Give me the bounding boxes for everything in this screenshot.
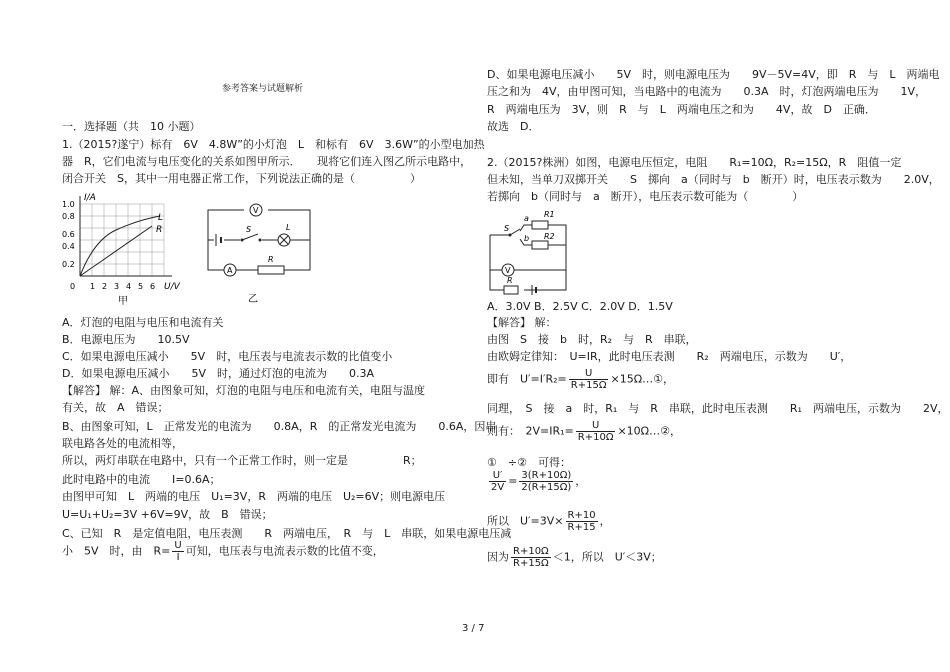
q2-solution-head: 【解答】 解： (487, 316, 557, 329)
eq3-left-fraction (489, 470, 506, 493)
eq5-pre: 因为 (487, 550, 509, 564)
circuit-label-s: S (246, 225, 252, 234)
curve-label-r: R (156, 225, 163, 235)
frac-den: I (176, 552, 180, 563)
q2-solution-2: 由欧姆定律知： U=IR，此时电压表测 R₂ 两端电压，示数为 U′， (487, 350, 852, 363)
doc-title: 参考答案与试题解析 (222, 84, 304, 94)
frac-num: U (576, 420, 616, 432)
frac-den: 2V (491, 482, 505, 493)
q2-label-v: V (505, 266, 511, 275)
q2-label-r1: R1 (544, 210, 555, 219)
q2-label-s: S (504, 224, 510, 233)
circuit-caption: 乙 (248, 294, 258, 305)
q1-stem-1: 1.（2015?遂宁）标有 6V 4.8W”的小灯泡 L 和标有 6V 3.6W”的小型电加热 (62, 138, 485, 151)
graph-x-tick: 5 (138, 282, 144, 291)
eq3-post: ， (575, 474, 587, 488)
q2-step3: ① ÷② 可得： (487, 456, 571, 469)
q1-stem-2: 器 R，它们电流与电压变化的关系如图甲所示． 现将它们连入图乙所示电路中， (62, 155, 472, 168)
eq4-fraction (566, 510, 598, 533)
q1-option-c: C．如果电源电压减小 5V 时，电压表与电流表示数的比值变小 (62, 350, 393, 363)
circuit-label-v: V (253, 206, 259, 215)
frac-den: R+15Ω (570, 380, 607, 391)
page-number: 3 / 7 (462, 623, 485, 634)
right-d-1: D、如果电源电压减小 5V 时，则电源电压为 9V－5V=4V，即 R 与 L 两端电 (487, 68, 940, 81)
q2-circuit (484, 205, 584, 297)
q1-option-b: B．电源电压为 10.5V (62, 333, 190, 346)
q1-solution-2: 有关，故 A 错误； (62, 401, 169, 414)
eq2-fraction (576, 420, 616, 443)
q2-same-line: 同理， S 接 a 时，R₁ 与 R 串联，此时电压表测 R₁ 两端电压，示数为 2V， (487, 402, 949, 415)
q1-option-d: D．如果电源电压减小 5V 时，通过灯泡的电流为 0.3A (62, 367, 375, 380)
frac-den: 2(R+15Ω) (521, 482, 572, 493)
eq5-post: ＜1，所以 U′＜3V； (552, 550, 662, 564)
graph-x-tick: 4 (126, 282, 132, 291)
graph-y-tick: 0.6 (62, 230, 75, 239)
r-fraction (172, 540, 183, 563)
graph-y-tick: 0.8 (62, 212, 75, 221)
section-title: 一．选择题（共 10 小题） (62, 120, 201, 133)
q2-stem-1: 2.（2015?株洲）如图，电源电压恒定，电阻 R₁=10Ω，R₂=15Ω，R 阻值一定 (487, 156, 902, 169)
q1-solution-6: 此时电路中的电流 I=0.6A； (62, 473, 221, 486)
circuit-label-a: A (227, 266, 233, 275)
frac-num: R+10Ω (513, 546, 549, 557)
eq2-post: ×10Ω…②， (617, 424, 681, 438)
eq3-right-fraction (519, 470, 573, 493)
frac-num: U (569, 368, 609, 380)
graph-x-tick: 3 (114, 282, 120, 291)
eq2-pre: 则有： 2V=IR₁= (487, 424, 574, 438)
graph-y-tick: 0.2 (62, 260, 75, 269)
q1-solution-8: U=U₁+U₂=3V +6V=9V，故 B 错误； (62, 508, 273, 521)
right-d-3: R 两端电压为 3V，则 R 与 L 两端电压之和为 4V，故 D 正确． (487, 103, 876, 116)
frac-num: U (174, 540, 182, 551)
q1-circuit (200, 196, 320, 308)
graph-x-tick: 0 (70, 282, 76, 291)
graph-caption: 甲 (118, 296, 128, 307)
q1-option-a: A．灯泡的电阻与电压和电流有关 (62, 316, 224, 329)
eq1-pre: 即有 U′=I′R₂= (487, 372, 567, 386)
circuit-label-r: R (268, 255, 274, 264)
q1-graph (60, 190, 185, 308)
q2-options: A．3.0V B．2.5V C．2.0V D．1.5V (487, 300, 673, 313)
eq1-fraction (569, 368, 609, 391)
q1-solution-4: 联电路各处的电流相等， (62, 437, 183, 450)
graph-y-unit: I/A (84, 193, 96, 203)
graph-x-tick: 6 (150, 282, 156, 291)
q2-eq5 (487, 546, 662, 569)
q2-label-b: b (524, 234, 530, 243)
q1-stem-3: 闭合开关 S，其中一用电器正常工作，下列说法正确的是（ ） (62, 172, 421, 185)
q1-solution-7: 由图甲可知 L 两端的电压 U₁=3V，R 两端的电压 U₂=6V；则电源电压 (62, 490, 446, 503)
q2-label-r: R (507, 276, 513, 285)
graph-x-tick: 1 (90, 282, 96, 291)
eq1-post: ×15Ω…①， (610, 372, 674, 386)
right-d-4: 故选 D． (487, 120, 540, 133)
q1-solution-c-last (62, 540, 384, 563)
q1-solution-1: 【解答】 解：A、由图象可知，灯泡的电阻与电压和电流有关，电阻与温度 (62, 384, 426, 397)
c-last-post: 可知，电压表与电流表示数的比值不变， (185, 544, 384, 558)
graph-x-tick: 2 (102, 282, 108, 291)
q1-solution-5: 所以，两灯串联在电路中，只有一个正常工作时，则一定是 R； (62, 454, 422, 467)
frac-num: R+10 (567, 510, 596, 521)
eq3-equals: = (508, 474, 518, 488)
graph-y-tick: 1.0 (62, 200, 75, 209)
c-last-pre: 小 5V 时，由 R= (62, 544, 171, 558)
q2-eq3 (487, 470, 586, 493)
q2-eq1 (487, 368, 674, 391)
q2-eq2 (487, 420, 681, 443)
frac-den: R+10Ω (577, 432, 614, 443)
circuit-label-l: L (286, 223, 291, 232)
q1-solution-9: C、已知 R 是定值电阻，电压表测 R 两端电压， R 与 L 串联，如果电源电压减 (62, 527, 512, 540)
frac-den: R+15Ω (513, 558, 549, 569)
q2-solution-1: 由图 S 接 b 时，R₂ 与 R 串联， (487, 333, 697, 346)
frac-den: R+15 (567, 522, 596, 533)
frac-num: 3(R+10Ω) (521, 470, 572, 481)
q2-stem-2: 但未知，当单刀双掷开关 S 掷向 a（同时与 b 断开）时，电压表示数为 2.0V， (487, 173, 940, 186)
eq5-fraction (511, 546, 551, 569)
q2-label-r2: R2 (544, 232, 555, 241)
q2-eq4 (487, 510, 611, 533)
curve-label-l: L (158, 213, 164, 223)
eq4-pre: 所以 U′=3V× (487, 514, 564, 528)
right-d-2: 压之和为 4V，由甲图可知，当电路中的电流为 0.3A 时，灯泡两端电压为 1V， (487, 85, 927, 98)
q2-stem-3: 若掷向 b（同时与 a 断开），电压表示数可能为（ ） (487, 190, 804, 203)
eq4-post: ， (599, 514, 611, 528)
graph-x-unit: U/V (164, 282, 180, 292)
q1-solution-3: B、由图象可知，L 正常发光的电流为 0.8A，R 的正常发光电流为 0.6A，因串 (62, 420, 497, 433)
graph-y-tick: 0.4 (62, 242, 75, 251)
frac-num: U′ (489, 470, 506, 482)
q2-label-a: a (524, 214, 529, 223)
